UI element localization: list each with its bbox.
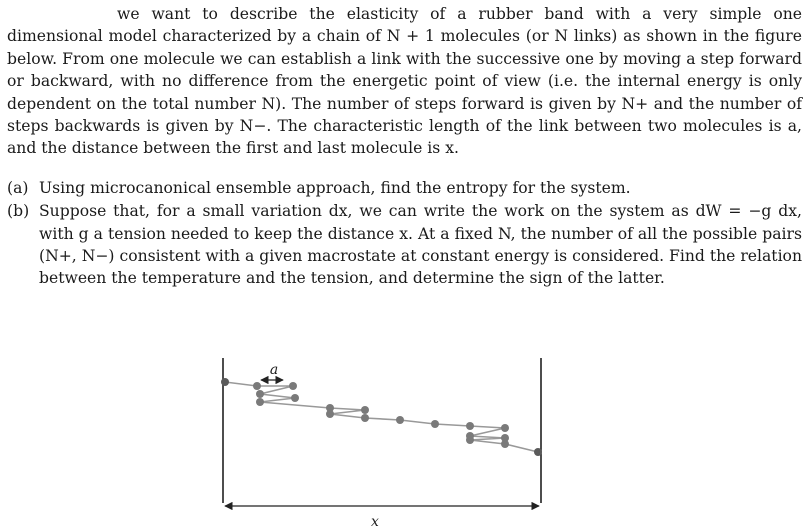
- molecule: [431, 420, 439, 428]
- molecule-last: [534, 448, 542, 456]
- molecule: [361, 406, 369, 414]
- molecule: [466, 422, 474, 430]
- molecule: [466, 436, 474, 444]
- molecule: [326, 410, 334, 418]
- link-length-label: a: [269, 362, 279, 378]
- part-b-label: (b): [7, 202, 30, 221]
- problem-intro: we want to describe the elasticity of a rubber band with a very simple one dimensional model characterized by a chain of N + 1 molecules (or N links) as shown in the figure below. From one molecule we can establish a link with the successive one by moving a step forward or backward, with no difference from the energetic point of view (i.e. the internal energy is only dependent on the total number N). The number of steps forward is given by N+ and the number of steps backwards is given by N−. The characteristic length of the link between two molecules is a, and the distance between the first and last molecule is x.: [7, 5, 802, 158]
- molecules: [221, 378, 542, 456]
- molecule-first: [221, 378, 229, 386]
- part-a: [7, 177, 802, 199]
- molecule: [501, 424, 509, 432]
- problem-statement: [7, 3, 802, 291]
- part-a-label: (a): [7, 178, 29, 197]
- part-b-text: Suppose that, for a small variation dx, we can write the work on the system as dW = −g dx, with g a tension needed to keep the distance x. At a fixed N, the number of all the possible pairs (N+, N−) consistent with a given macrostate at constant energy is considered. Find the relation between the temperature and the tension, and determine the sign of the latter.: [39, 202, 802, 288]
- chain-diagram: [205, 348, 550, 530]
- chain-links: [225, 382, 538, 452]
- molecule: [253, 382, 261, 390]
- molecule: [256, 390, 264, 398]
- molecule: [501, 440, 509, 448]
- molecule: [289, 382, 297, 390]
- part-a-text: Using microcanonical ensemble approach, find the entropy for the system.: [39, 178, 631, 197]
- problem-parts: [7, 177, 802, 290]
- molecule: [256, 398, 264, 406]
- distance-label: x: [371, 514, 379, 530]
- part-b: [7, 200, 802, 290]
- molecule: [361, 414, 369, 422]
- molecule: [291, 394, 299, 402]
- rubber-band-chain-figure: [205, 348, 550, 530]
- molecule: [396, 416, 404, 424]
